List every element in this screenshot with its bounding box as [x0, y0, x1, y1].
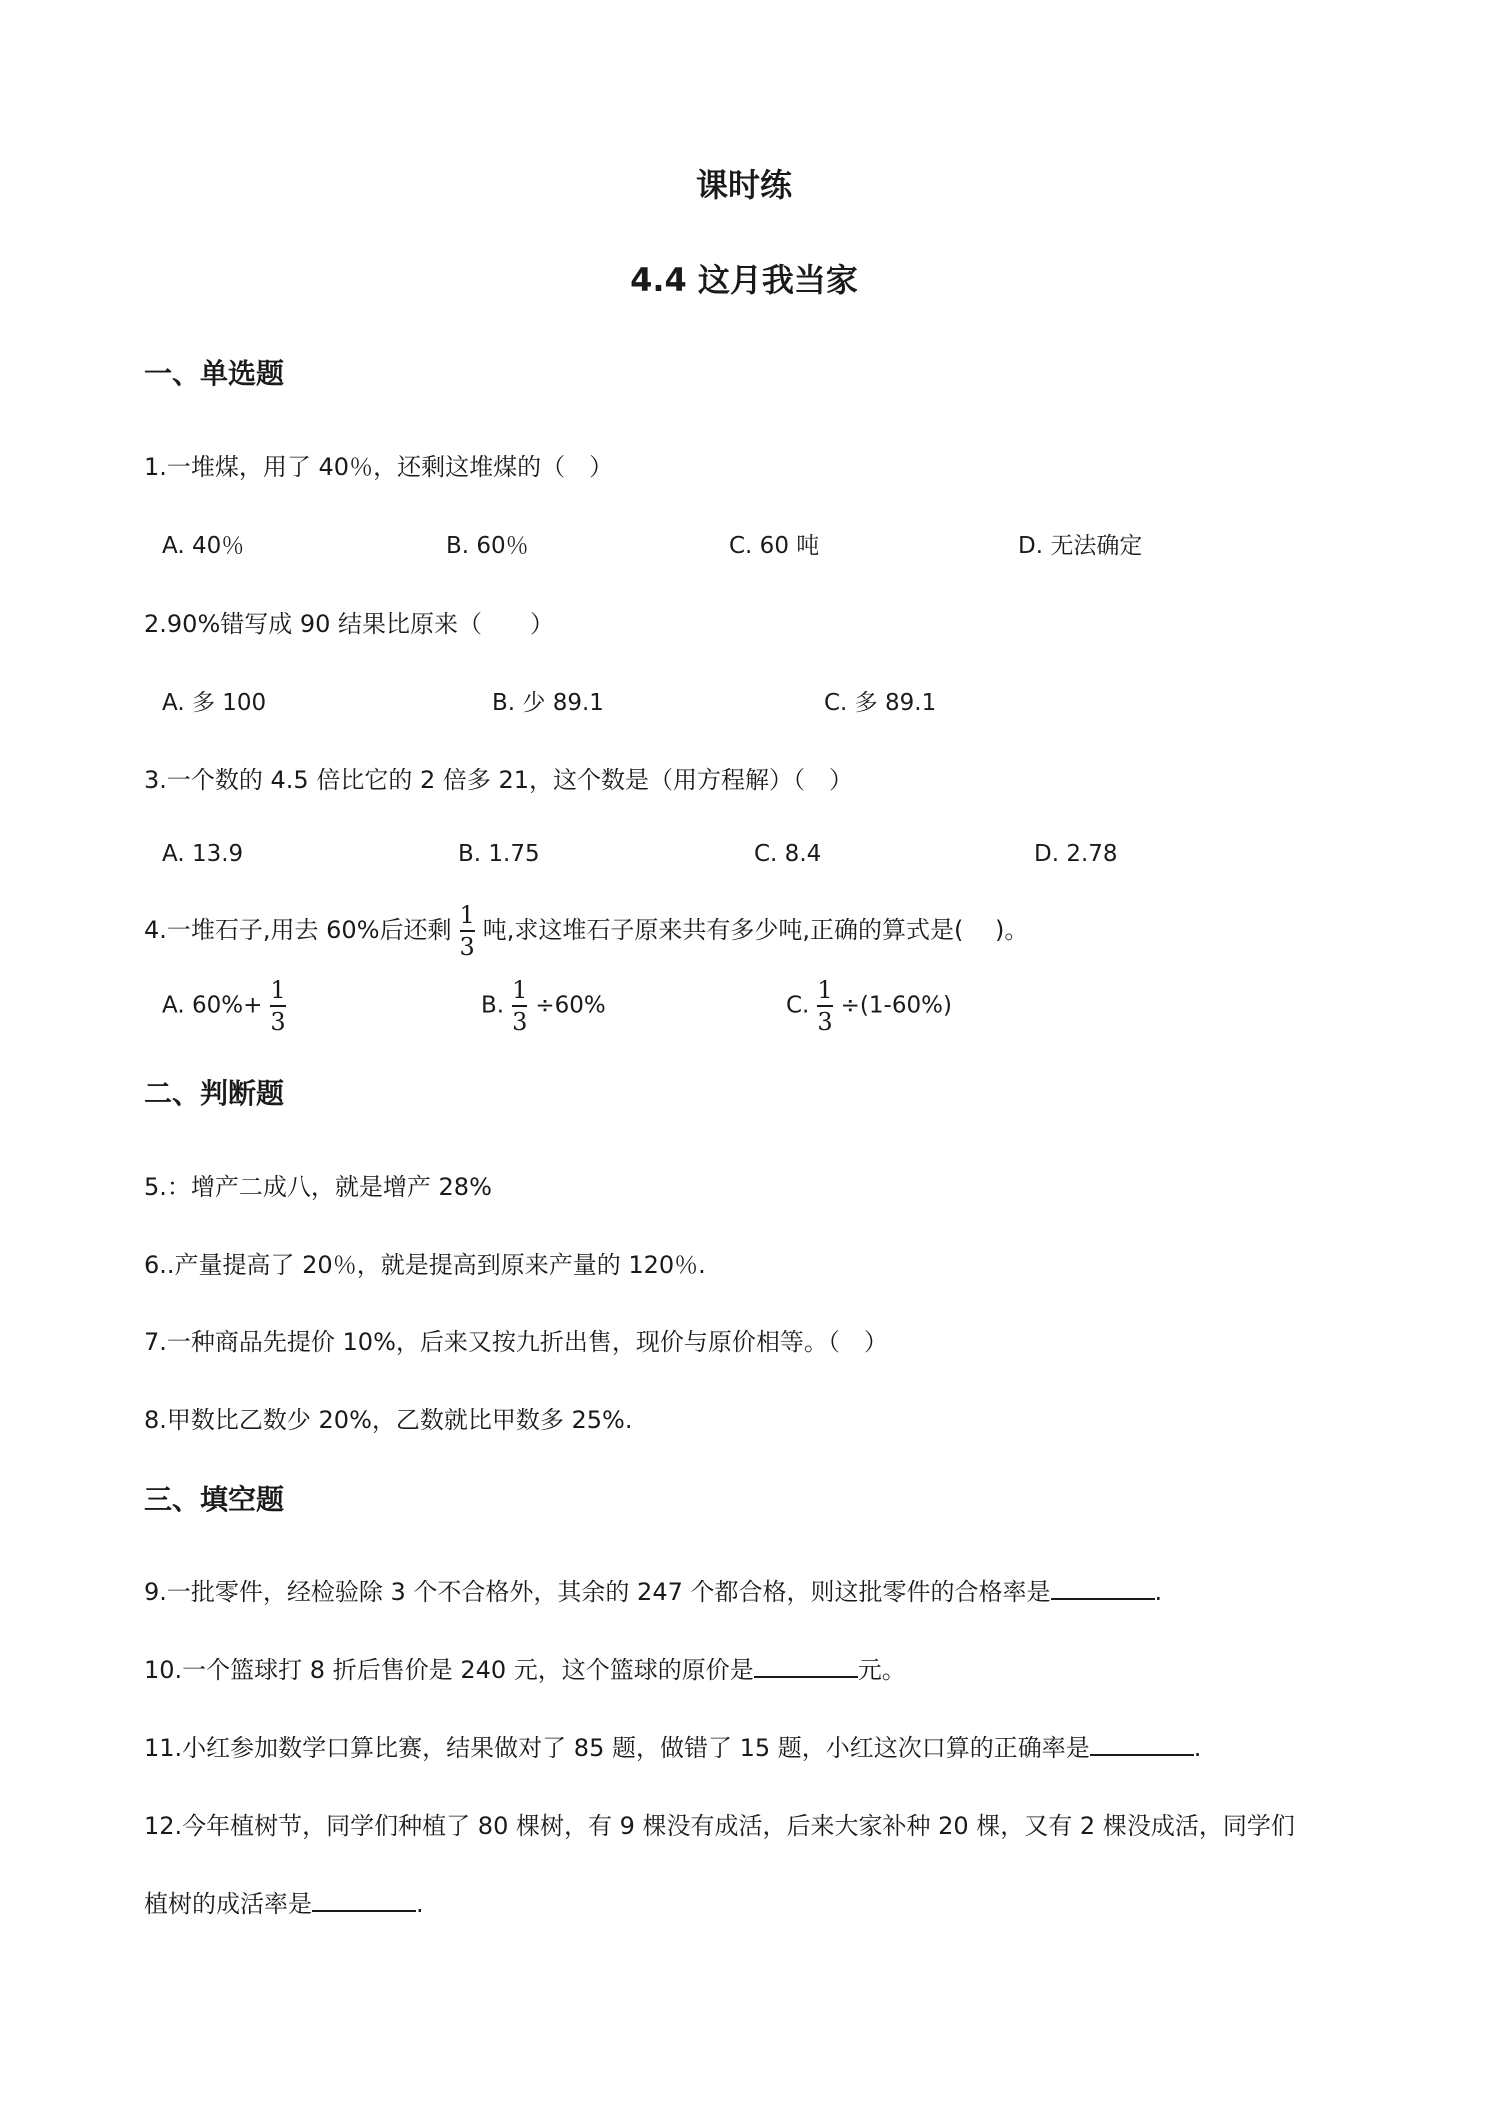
q1-option-c: C. 60 吨	[729, 533, 820, 559]
q1-option-d: D. 无法确定	[1018, 533, 1143, 559]
q4-option-b: B. $\frac{1}{3}$ ÷60%	[481, 976, 606, 1036]
q11-answer-blank[interactable]	[1090, 1729, 1194, 1756]
question-5: 5.：增产二成八，就是增产 28%	[144, 1173, 492, 1201]
q9-answer-blank[interactable]	[1051, 1573, 1155, 1600]
q4-fraction: $\frac{1}{3}$	[459, 901, 475, 961]
q1-option-a: A. 40％	[162, 533, 245, 559]
q4-text-before: 4.一堆石子,用去 60%后还剩	[144, 916, 452, 944]
q3-option-a: A. 13.9	[162, 841, 244, 867]
question-6: 6..产量提高了 20％，就是提高到原来产量的 120％.	[144, 1251, 706, 1279]
page-subtitle: 4.4 这月我当家	[630, 261, 858, 299]
question-1: 1.一堆煤，用了 40％，还剩这堆煤的（ ）	[144, 453, 614, 481]
q3-option-d: D. 2.78	[1034, 841, 1118, 867]
question-10: 10.一个篮球打 8 折后售价是 240 元，这个篮球的原价是 元。	[144, 1650, 906, 1685]
question-2: 2.90%错写成 90 结果比原来（ ）	[144, 610, 555, 638]
question-4	[144, 903, 1028, 959]
page-title: 课时练	[695, 166, 792, 204]
q2-option-b: B. 少 89.1	[492, 690, 604, 716]
q1-option-b: B. 60％	[446, 533, 529, 559]
question-3: 3.一个数的 4.5 倍比它的 2 倍多 21，这个数是（用方程解）（ ）	[144, 766, 854, 794]
section-heading-true-false: 二、判断题	[144, 1077, 285, 1110]
question-11: 11.小红参加数学口算比赛，结果做对了 85 题，做错了 15 题，小红这次口算的正确率是 .	[144, 1728, 1201, 1763]
question-12-line-2: 植树的成活率是 .	[144, 1884, 424, 1919]
question-7: 7.一种商品先提价 10%，后来又按九折出售，现价与原价相等。（ ）	[144, 1328, 888, 1356]
q3-option-b: B. 1.75	[458, 841, 540, 867]
question-9: 9.一批零件，经检验除 3 个不合格外，其余的 247 个都合格，则这批零件的合格率是 .	[144, 1572, 1162, 1607]
section-heading-single-choice: 一、单选题	[144, 357, 285, 390]
q3-option-c: C. 8.4	[754, 841, 822, 867]
q2-option-c: C. 多 89.1	[824, 690, 937, 716]
q4-option-a: A. 60%+ $\frac{1}{3}$	[162, 976, 286, 1036]
question-8: 8.甲数比乙数少 20%，乙数就比甲数多 25%.	[144, 1406, 633, 1434]
q2-option-a: A. 多 100	[162, 690, 267, 716]
q4-option-c: C. $\frac{1}{3}$ ÷(1-60%)	[786, 976, 952, 1036]
question-12-line-1: 12.今年植树节，同学们种植了 80 棵树，有 9 棵没有成活，后来大家补种 20 棵，又有 2 棵没成活，同学们	[144, 1812, 1295, 1840]
q10-answer-blank[interactable]	[754, 1651, 858, 1678]
section-heading-fill-in: 三、填空题	[144, 1483, 285, 1516]
q12-answer-blank[interactable]	[312, 1885, 416, 1912]
q4-text-after: 吨,求这堆石子原来共有多少吨,正确的算式是( )。	[482, 916, 1029, 944]
